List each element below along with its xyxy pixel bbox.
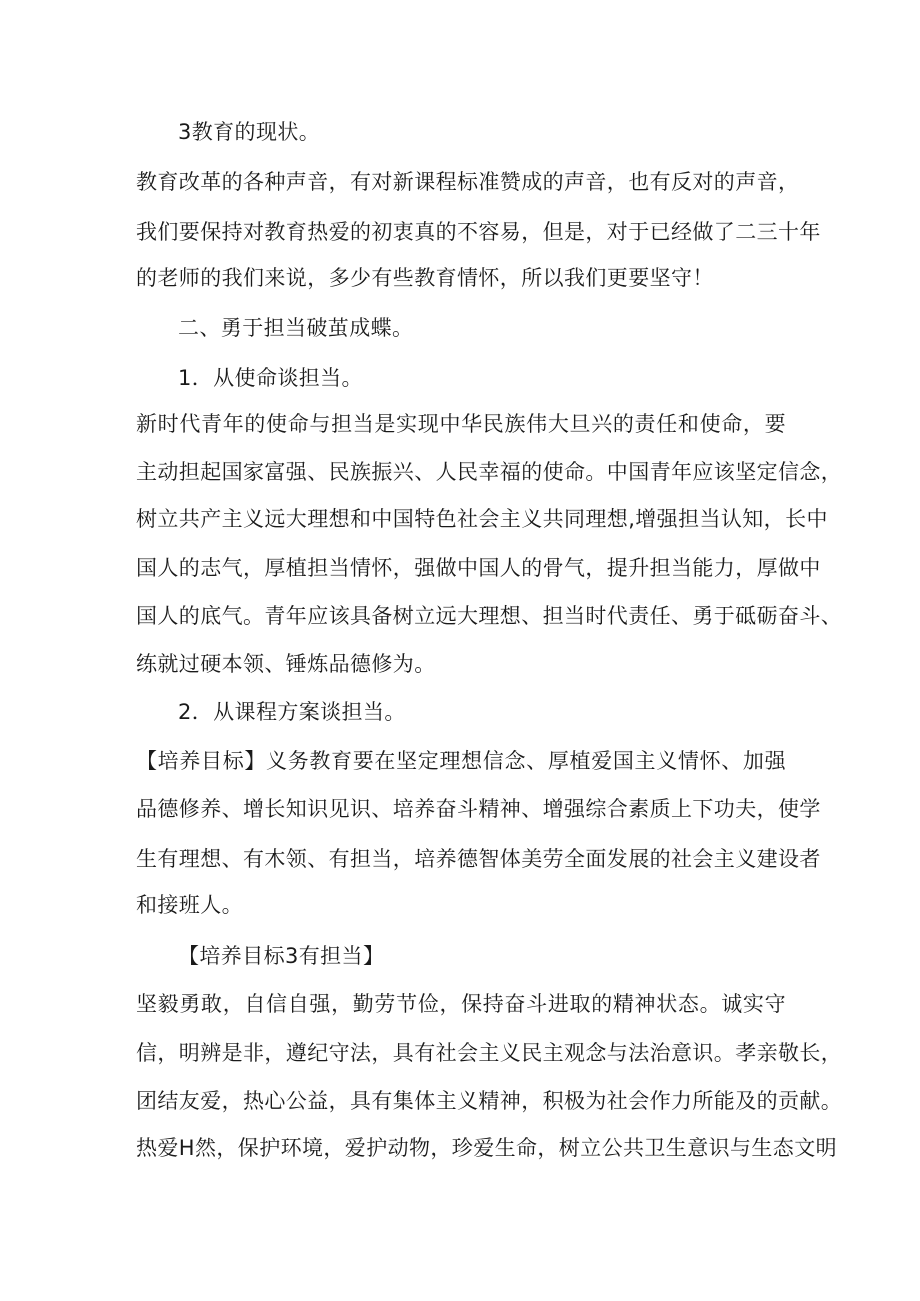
section-title: 二、勇于担当破茧成蝶。 [178,316,414,340]
goal-title: 【培养目标3有担当】 [178,944,385,968]
subsection-title: 2．从课程方案谈担当。 [178,700,406,724]
paragraph-line: 练就过硬本领、锤炼品德修为。 [136,652,436,676]
paragraph-line: 【培养目标】义务教育要在坚定理想信念、厚植爱国主义情怀、加强 [136,749,786,773]
paragraph-line: 教育改革的各种声音，有对新课程标准赞成的声音，也有反对的声音， [136,170,800,194]
paragraph-line: 新时代青年的使命与担当是实现中华民族伟大旦兴的责任和使命，要 [136,412,786,436]
paragraph-line: 我们要保持对教育热爱的初衷真的不容易，但是，对于已经做了二三十年 [136,220,821,244]
paragraph-line: 坚毅勇敢，自信自强，勤劳节俭，保持奋斗进取的精神状态。诚实守 [136,992,786,1016]
paragraph-line: 信，明辨是非，遵纪守法，具有社会主义民主观念与法治意识。孝亲敬长， [136,1041,843,1065]
paragraph-line: 的老师的我们来说，多少有些教育情怀，所以我们更要坚守！ [136,266,714,290]
paragraph-line: 国人的志气，厚植担当情怀，强做中国人的骨气，提升担当能力，厚做中 [136,556,821,580]
subsection-title: 1．从使命谈担当。 [178,366,363,390]
paragraph-line: 热爱H然，保护环境，爱护动物，珍爱生命，树立公共卫生意识与生态文明 [136,1136,837,1160]
paragraph-line: 国人的底气。青年应该具备树立远大理想、担当时代责任、勇于砥砺奋斗、 [136,604,843,628]
paragraph-line: 树立共产主义远大理想和中国特色社会主义共同理想,增强担当认知，长中 [136,507,828,531]
heading-education-status: 3教育的现状。 [178,120,321,144]
paragraph-line: 主动担起国家富强、民族振兴、人民幸福的使命。中国青年应该坚定信念， [136,460,843,484]
paragraph-line: 和接班人。 [136,893,243,917]
paragraph-line: 品德修养、增长知识见识、培养奋斗精神、增强综合素质上下功夫，使学 [136,797,821,821]
paragraph-line: 生有理想、有木领、有担当，培养德智体美劳全面发展的社会主义建设者 [136,847,821,871]
paragraph-line: 团结友爱，热心公益，具有集体主义精神，积极为社会作力所能及的贡献。 [136,1089,843,1113]
